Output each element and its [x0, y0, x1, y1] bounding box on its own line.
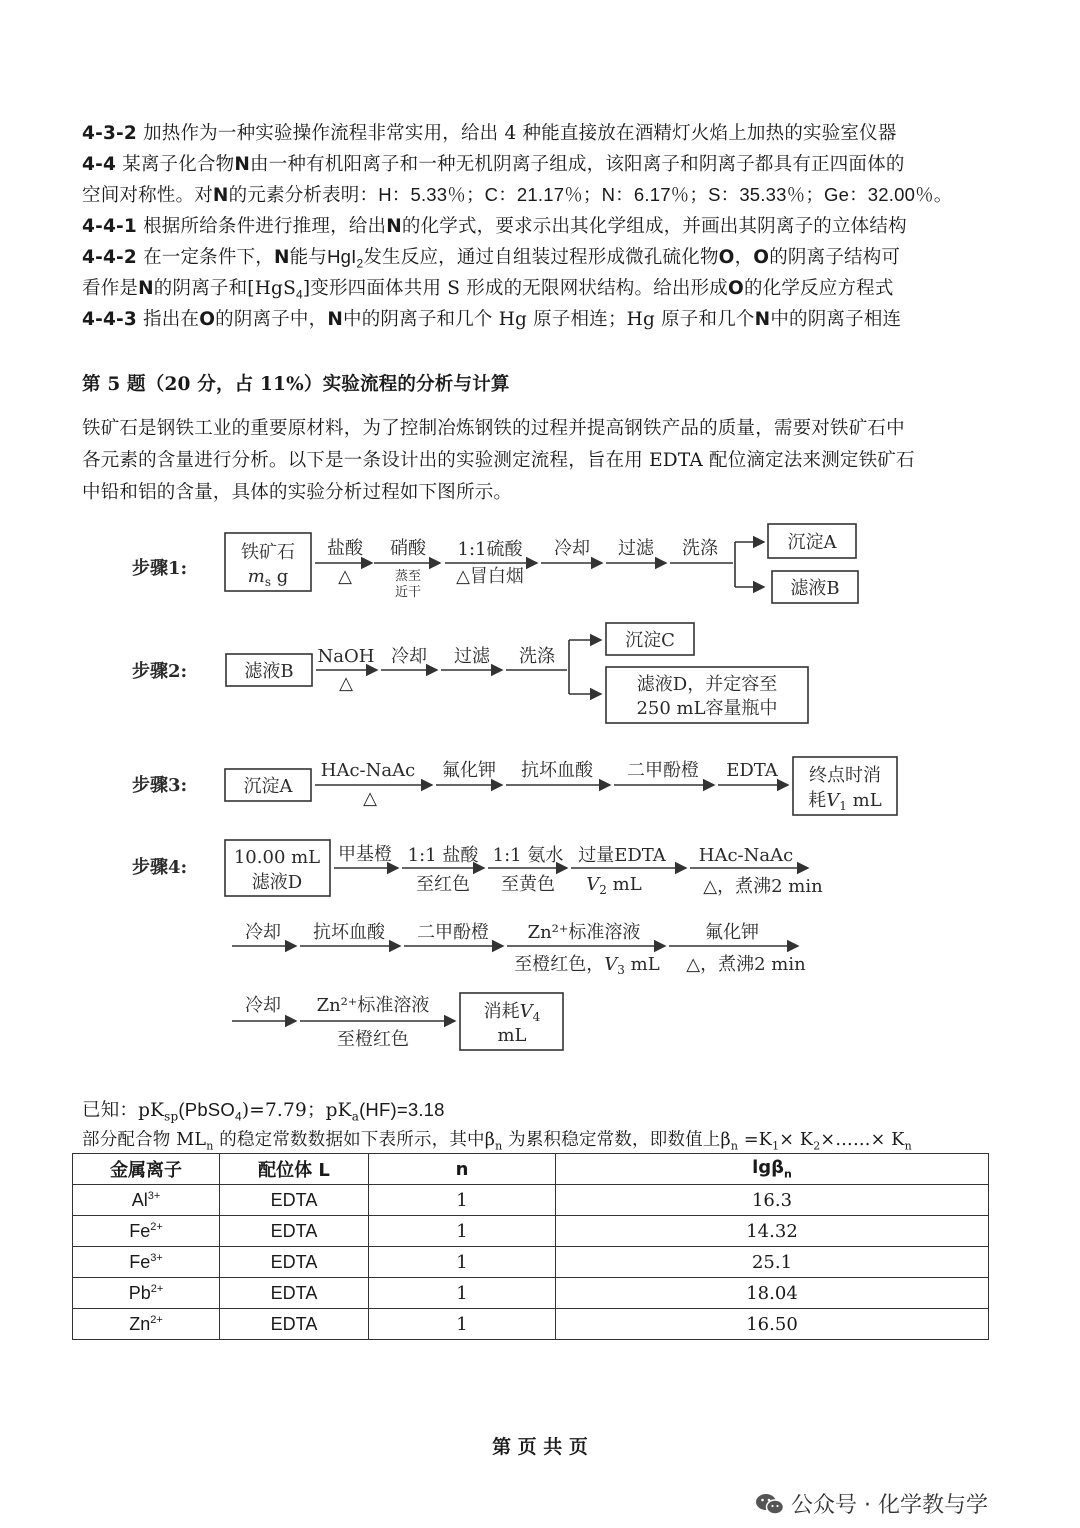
cell-ligand: EDTA — [220, 1309, 369, 1340]
table-intro: 部分配合物 $ML_n$ 的稳定常数数据如下表所示，其中$\beta_n$ 为累积稳定常数，即数值上$\beta_n =K_1\times$ $K_2\times\dots\dots\times K_n$ — [82, 1130, 912, 1153]
cell-n: 1 — [369, 1309, 556, 1340]
step4-arrow2-bottom: 至红色 — [416, 874, 470, 895]
step1-arrow4-top: 冷却 — [554, 538, 590, 559]
step2-label: 步骤2: — [132, 661, 188, 682]
step4-r2-arrow3: 二甲酚橙 — [417, 922, 489, 943]
table-row — [73, 1278, 989, 1309]
cell-n: 1 — [369, 1185, 556, 1216]
step2-out-c: 沉淀C — [625, 630, 675, 651]
step2-arrow2-top: 冷却 — [391, 646, 427, 667]
cell-lg: 25.1 — [556, 1247, 989, 1278]
step1-out-b: 滤液B — [790, 578, 840, 599]
step4-r2-arrow5-top: 氟化钾 — [705, 922, 759, 943]
table-row — [73, 1216, 989, 1247]
step1-arrow5-top: 过滤 — [618, 538, 654, 559]
cell-n: 1 — [369, 1247, 556, 1278]
cell-lg: 16.50 — [556, 1309, 989, 1340]
step2-out-d2: 250 mL容量瓶中 — [636, 698, 778, 719]
cell-lg: 14.32 — [556, 1216, 989, 1247]
step4-arrow5-bottom: △，煮沸2 min — [703, 876, 823, 897]
step4-arrow2-top: 1:1 盐酸 — [407, 845, 479, 866]
stability-constant-table — [72, 1153, 989, 1340]
step4-label: 步骤4: — [132, 857, 188, 878]
step4-r2-arrow4-bottom: 至橙红色，$V_3$ mL — [514, 954, 660, 977]
step4-arrow4-top: 过量EDTA — [578, 845, 666, 866]
step4-r2-arrow5-bottom: △，煮沸2 min — [686, 954, 806, 975]
step1-arrow3-bottom: △冒白烟 — [456, 566, 524, 587]
step3-end-1: 终点时消 — [809, 765, 881, 786]
step4-r3-arrow2-top: Zn²⁺标准溶液 — [316, 995, 430, 1016]
header-metal-ion: 金属离子 — [73, 1154, 220, 1185]
step4-r2-arrow2: 抗坏血酸 — [313, 922, 385, 943]
step4-arrow1-top: 甲基橙 — [338, 844, 392, 865]
watermark — [755, 1488, 988, 1519]
section5-para-3: 中铅和铝的含量，具体的实验分析过程如下图所示。 — [82, 482, 513, 503]
step2-arrow1-bottom: △ — [339, 673, 353, 694]
q-4-3-2: 4-3-2 加热作为一种实验操作流程非常实用，给出 4 种能直接放在酒精灯火焰上加热的实验室仪器 — [82, 123, 897, 144]
step2-arrow3-top: 过滤 — [454, 646, 490, 667]
header-ligand: 配位体 L — [220, 1154, 369, 1185]
section5-heading: 第 5 题（20 分，占 11%）实验流程的分析与计算 — [82, 374, 510, 395]
step1-out-a: 沉淀A — [787, 532, 837, 553]
step3-arrow5-top: EDTA — [726, 760, 778, 781]
step3-box-text: 沉淀A — [243, 776, 293, 797]
q-4-4-1: 4-4-1 根据所给条件进行推理，给出N的化学式，要求示出其化学组成，并画出其阴离子的立体结构 — [82, 216, 907, 237]
q-4-4-3: 4-4-3 指出在O的阴离子中，N中的阴离子和几个 Hg 原子相连；Hg 原子和几个N中的阴离子相连 — [82, 309, 902, 330]
header-n: n — [369, 1154, 556, 1185]
step3-label: 步骤3: — [132, 775, 188, 796]
step4-arrow4-bottom: $V_2$ mL — [586, 874, 642, 897]
step1-arrow1-top: 盐酸 — [327, 538, 363, 559]
section5-para-2: 各元素的含量进行分析。以下是一条设计出的实验测定流程，旨在用 EDTA 配位滴定法来测定铁矿石 — [82, 450, 915, 471]
step3-arrow4-top: 二甲酚橙 — [627, 760, 699, 781]
table-row — [73, 1247, 989, 1278]
step4-r3-arrow2-bottom: 至橙红色 — [337, 1029, 409, 1050]
step3-arrow1-top: HAc-NaAc — [320, 760, 416, 781]
cell-ion: $Fe^{3+}$ — [73, 1247, 220, 1278]
q-4-4: 4-4 某离子化合物N由一种有机阳离子和一种无机阴离子组成，该阳离子和阴离子都具有正四面体的 — [82, 154, 905, 175]
step2-box-text: 滤液B — [244, 661, 294, 682]
step1-ore-text: 铁矿石 — [241, 542, 295, 563]
cell-n: 1 — [369, 1278, 556, 1309]
step4-r2-arrow4-top: Zn²⁺标准溶液 — [527, 922, 641, 943]
step4-box-1: 10.00 mL — [233, 847, 321, 868]
step1-arrow6-top: 洗涤 — [682, 538, 718, 559]
step1-arrow2-bottom1: 蒸至 — [394, 569, 422, 584]
step1-arrow3-top: 1:1硫酸 — [457, 539, 523, 560]
cell-ion: $Pb^{2+}$ — [73, 1278, 220, 1309]
step3-arrow3-top: 抗坏血酸 — [521, 760, 593, 781]
q-4-4-2-cont: 看作是N的阴离子和[HgS$_4$]变形四面体共用 S 形成的无限网状结构。给出形成O的化学反应方程式 — [82, 278, 894, 302]
table-row — [73, 1309, 989, 1340]
known-constants: 已知：$pK_{sp}(PbSO_4)=7.79$；$pK_a(HF)=3.18$ — [82, 1099, 445, 1124]
step4-r2-arrow1: 冷却 — [245, 922, 281, 943]
cell-ion: $Al^{3+}$ — [73, 1185, 220, 1216]
cell-ion: $Zn^{2+}$ — [73, 1309, 220, 1340]
step3-arrow1-bottom: △ — [363, 788, 377, 809]
step1-mass-text: $m_s$ g — [247, 566, 289, 589]
cell-lg: 18.04 — [556, 1278, 989, 1309]
cell-lg: 16.3 — [556, 1185, 989, 1216]
q-4-4-2: 4-4-2 在一定条件下，N能与HgI$_2$发生反应，通过自组装过程形成微孔硫化物O，O的阴离子结构可 — [82, 246, 901, 271]
step1-label: 步骤1: — [132, 558, 188, 579]
wechat-icon — [755, 1492, 785, 1516]
table-row — [73, 1185, 989, 1216]
step1-arrow2-top: 硝酸 — [390, 538, 426, 559]
step1-arrow2-bottom2: 近干 — [394, 585, 422, 600]
cell-ion: $Fe^{2+}$ — [73, 1216, 220, 1247]
cell-ligand: EDTA — [220, 1216, 369, 1247]
table-header-row — [73, 1154, 989, 1185]
cell-ligand: EDTA — [220, 1278, 369, 1309]
q-4-4-cont: 空间对称性。对N的元素分析表明：H：5.33％；C：21.17％；N：6.17％；S：35.33％；Ge：32.00％。 — [82, 184, 953, 206]
watermark-text: 公众号 · 化学教与学 — [791, 1493, 988, 1518]
step4-end-2: mL — [497, 1025, 527, 1046]
step4-end-1: 消耗$V_4$ — [483, 1001, 541, 1024]
step3-end-2: 耗$V_1$ mL — [808, 790, 882, 813]
step2-out-d1: 滤液D，并定容至 — [636, 674, 778, 695]
step4-box-2: 滤液D — [251, 872, 303, 893]
step1-arrow1-bottom: △ — [338, 566, 352, 587]
header-lgbeta: lgβ$_n$ — [556, 1154, 989, 1185]
cell-ligand: EDTA — [220, 1185, 369, 1216]
step4-r3-arrow1: 冷却 — [245, 995, 281, 1016]
step3-arrow2-top: 氟化钾 — [442, 760, 496, 781]
step4-arrow3-bottom: 至黄色 — [501, 874, 555, 895]
cell-n: 1 — [369, 1216, 556, 1247]
section5-para-1: 铁矿石是钢铁工业的重要原材料，为了控制冶炼钢铁的过程并提高钢铁产品的质量，需要对铁矿石中 — [82, 418, 905, 439]
step2-arrow4-top: 洗涤 — [519, 646, 555, 667]
page-footer: 第 页 共 页 — [492, 1436, 588, 1458]
step2-arrow1-top: NaOH — [317, 646, 375, 667]
cell-ligand: EDTA — [220, 1247, 369, 1278]
step4-arrow5-top: HAc-NaAc — [698, 845, 794, 866]
step4-arrow3-top: 1:1 氨水 — [492, 845, 564, 866]
